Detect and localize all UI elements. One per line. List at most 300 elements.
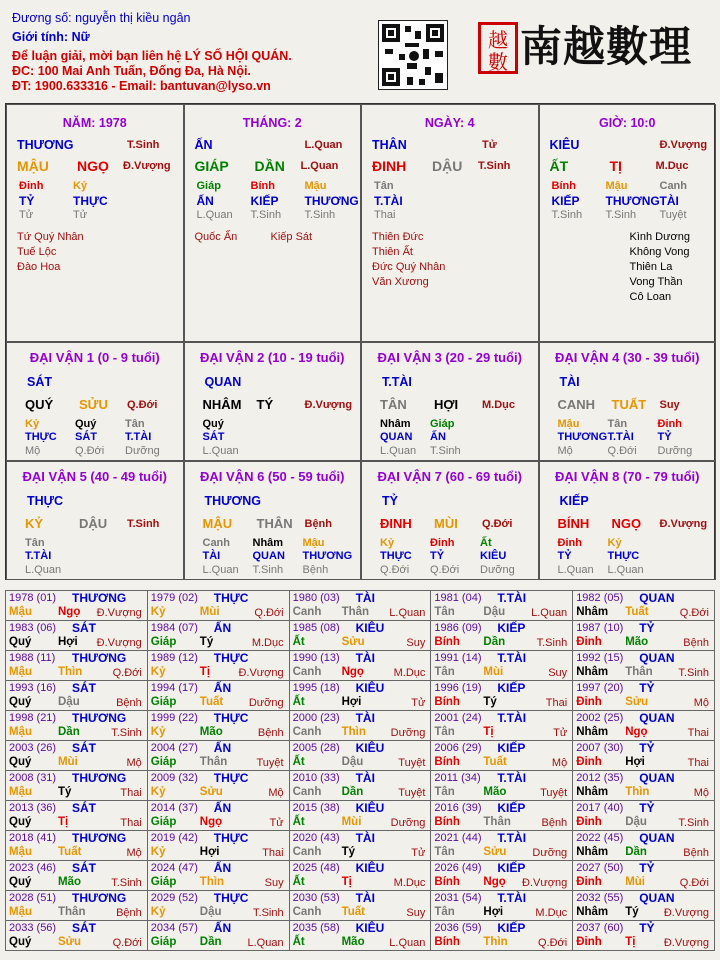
year-stem: Tân	[434, 606, 455, 618]
year-label: 1995 (18)	[292, 682, 340, 694]
year-cell	[147, 891, 289, 921]
hidden-stage: Q.Đới	[380, 564, 410, 576]
year-branch: Tuất	[199, 696, 224, 708]
year-branch: Tị	[199, 666, 211, 678]
hidden-ten-god: TỶ	[657, 431, 672, 443]
star-label: Kình Dương	[629, 231, 690, 243]
year-cell	[289, 891, 431, 921]
luck-stage: Q.Đới	[482, 518, 513, 530]
hidden-ten-god: SÁT	[75, 431, 97, 443]
year-branch: Dậu	[58, 696, 80, 708]
luck-stem: MẬU	[202, 516, 233, 531]
year-ten-god: TÀI	[355, 891, 375, 905]
hidden-ten-god: TÀI	[659, 194, 679, 208]
year-label: 2007 (30)	[576, 742, 624, 754]
year-stage: Tử	[411, 697, 426, 709]
year-stem: Quý	[9, 696, 32, 708]
year-branch: Dần	[625, 846, 647, 858]
year-branch: Mão	[341, 936, 365, 948]
hidden-stage: Dưỡng	[480, 564, 515, 576]
year-stem: Giáp	[150, 876, 177, 888]
hidden-ten-god: THỰC	[73, 194, 108, 208]
hidden-stem: Canh	[659, 180, 687, 192]
year-cell	[431, 921, 573, 951]
year-cell	[289, 681, 431, 711]
year-ten-god: ẤN	[213, 681, 232, 695]
star-label: Cô Loan	[629, 291, 672, 303]
year-cell	[289, 771, 431, 801]
table-row	[6, 711, 715, 741]
year-label: 1997 (20)	[576, 682, 624, 694]
year-branch: Tuất	[625, 606, 649, 618]
hidden-stage: Bệnh	[302, 564, 329, 576]
year-cell	[431, 591, 573, 621]
year-label: 2011 (34)	[434, 772, 481, 784]
year-cell	[573, 651, 715, 681]
hidden-ten-god: SÁT	[202, 431, 225, 443]
year-branch: Thìn	[341, 726, 366, 738]
year-label: 1994 (17)	[150, 682, 198, 694]
year-label: 2012 (35)	[576, 772, 624, 784]
pillar-branch: TỊ	[609, 158, 622, 174]
year-cell	[289, 621, 431, 651]
year-branch: Ngọ	[625, 726, 648, 738]
year-ten-god: KIÊU	[355, 861, 385, 875]
year-ten-god: TÀI	[355, 711, 375, 725]
hidden-stage: T.Sinh	[551, 209, 583, 221]
year-stem: Bính	[434, 636, 460, 648]
hidden-stage: Mộ	[25, 445, 41, 457]
year-stage: Tuyệt	[398, 787, 426, 799]
year-stage: T.Sinh	[253, 907, 284, 919]
pillar-stage: T.Sinh	[127, 139, 160, 151]
year-label: 2023 (46)	[9, 862, 57, 874]
table-row	[6, 741, 715, 771]
star-label: Tuế Lộc	[17, 246, 57, 258]
star-label: Thiên Đức	[372, 231, 424, 243]
year-branch: Tị	[341, 876, 352, 888]
year-ten-god: THƯƠNG	[72, 831, 127, 845]
year-branch: Tuất	[483, 756, 507, 768]
year-stem: Tân	[434, 846, 455, 858]
year-cell	[6, 591, 148, 621]
year-cell	[147, 771, 289, 801]
year-ten-god: TỶ	[639, 921, 655, 935]
year-stem: Quý	[9, 756, 32, 768]
year-cell	[6, 741, 148, 771]
pillar-stem: ẤT	[549, 158, 569, 174]
year-ten-god: SÁT	[72, 801, 96, 815]
year-stem: Đinh	[576, 816, 602, 828]
hidden-ten-god: TỶ	[19, 194, 35, 208]
year-ten-god: ẤN	[213, 741, 232, 755]
hidden-stem: Kỷ	[25, 418, 40, 430]
year-branch: Hợi	[483, 906, 504, 918]
year-stage: L.Quan	[531, 607, 568, 619]
year-stage: Dưỡng	[390, 817, 426, 829]
year-stem: Tân	[434, 666, 455, 678]
hidden-stem: Tân	[25, 537, 45, 549]
year-branch: Tuất	[341, 906, 366, 918]
hidden-stem: Đinh	[657, 418, 682, 430]
year-stem: Quý	[9, 816, 32, 828]
luck-stage: T.Sinh	[127, 518, 160, 530]
year-stem: Ất	[292, 756, 305, 768]
year-ten-god: TỶ	[639, 681, 655, 695]
year-label: 2015 (38)	[292, 802, 340, 814]
luck-ten-god: THỰC	[27, 494, 64, 508]
year-branch: Dần	[483, 636, 506, 648]
year-ten-god: KIẾP	[497, 681, 526, 695]
hidden-stage: L.Quan	[607, 564, 644, 576]
year-stem: Canh	[292, 726, 322, 738]
year-label: 1983 (06)	[9, 622, 57, 634]
year-ten-god: SÁT	[72, 861, 96, 875]
luck-ten-god: THƯƠNG	[204, 494, 261, 508]
luck-branch: HỢI	[434, 397, 459, 412]
luck-stem: BÍNH	[557, 516, 590, 531]
year-branch: Tý	[58, 786, 72, 798]
year-stem: Kỷ	[150, 606, 166, 618]
table-row	[6, 621, 715, 651]
star-label: Đào Hoa	[17, 261, 61, 273]
luck-pillar-cell	[6, 461, 184, 580]
luck-stage: Suy	[659, 399, 680, 411]
luck-title: ĐẠI VẬN 4 (30 - 39 tuổi)	[555, 350, 700, 365]
year-ten-god: TÀI	[355, 831, 375, 845]
year-stem: Ất	[292, 696, 305, 708]
hidden-ten-god: TÀI	[202, 550, 221, 562]
year-label: 2027 (50)	[576, 862, 624, 874]
hidden-stem: Kỷ	[607, 537, 622, 549]
year-label: 2021 (44)	[434, 832, 482, 844]
year-stage: Đ.Vượng	[96, 637, 142, 649]
pillar-stage: L.Quan	[304, 139, 343, 151]
chart-grid	[5, 103, 715, 580]
year-label: 1998 (21)	[9, 712, 57, 724]
year-branch: Tị	[625, 936, 636, 948]
year-cell	[6, 921, 148, 951]
year-label: 1984 (07)	[150, 622, 198, 634]
year-ten-god: KIÊU	[355, 621, 385, 635]
year-branch: Tị	[483, 726, 494, 738]
hidden-stem: Nhâm	[380, 418, 411, 430]
hidden-stage: Tử	[73, 209, 88, 221]
pillar-branch-stage: Đ.Vượng	[123, 160, 171, 172]
year-branch: Mùi	[483, 666, 504, 678]
year-cell	[431, 651, 573, 681]
year-label: 2008 (31)	[9, 772, 57, 784]
year-stage: Q.Đới	[254, 607, 284, 619]
pillar-cell	[539, 104, 717, 342]
year-cell	[573, 741, 715, 771]
year-stage: Thai	[545, 697, 568, 709]
year-label: 1981 (04)	[434, 592, 482, 604]
star-label: Tứ Quý Nhân	[17, 231, 84, 243]
year-ten-god: ẤN	[213, 801, 232, 815]
year-stem: Canh	[292, 786, 322, 798]
hidden-stage: L.Quan	[202, 564, 239, 576]
year-ten-god: ẤN	[213, 861, 232, 875]
year-label: 2034 (57)	[150, 922, 198, 934]
hidden-stem: Đinh	[430, 537, 455, 549]
year-label: 1993 (16)	[9, 682, 57, 694]
year-label: 2033 (56)	[9, 922, 57, 934]
hidden-ten-god: KIẾP	[551, 194, 580, 208]
year-stem: Mậu	[9, 726, 32, 738]
year-branch: Mão	[58, 876, 81, 888]
table-row	[6, 921, 715, 951]
year-branch: Sửu	[625, 696, 649, 708]
year-branch: Dần	[199, 936, 222, 948]
year-cell	[6, 861, 148, 891]
luck-title: ĐẠI VẬN 6 (50 - 59 tuổi)	[200, 469, 345, 484]
year-label: 2029 (52)	[150, 892, 198, 904]
year-cell	[147, 621, 289, 651]
luck-branch: THÂN	[256, 516, 293, 531]
year-stem: Nhâm	[576, 666, 609, 678]
year-stem: Mậu	[9, 846, 32, 858]
year-stage: Đ.Vượng	[663, 937, 709, 949]
luck-stem: KỶ	[25, 516, 44, 531]
star-label: Vong Thần	[629, 276, 683, 288]
year-branch: Mão	[199, 726, 223, 738]
year-ten-god: ẤN	[213, 921, 232, 935]
year-ten-god: T.TÀI	[497, 651, 527, 665]
year-stage: Dưỡng	[532, 847, 568, 859]
year-branch: Thìn	[625, 786, 650, 798]
qr-code-icon	[378, 20, 448, 90]
year-branch: Sửu	[483, 846, 507, 858]
year-stage: M.Dục	[393, 667, 426, 679]
year-branch: Tị	[58, 816, 69, 828]
hidden-stage: L.Quan	[380, 445, 417, 457]
pillar-title: GIỜ: 10:0	[598, 116, 656, 130]
luck-stem: TÂN	[380, 397, 407, 412]
luck-title: ĐẠI VẬN 7 (60 - 69 tuổi)	[377, 469, 522, 484]
year-label: 2030 (53)	[292, 892, 340, 904]
year-cell	[431, 621, 573, 651]
year-ten-god: QUAN	[639, 771, 675, 785]
year-ten-god: QUAN	[639, 711, 675, 725]
year-stage: Tuyệt	[540, 787, 568, 799]
pillar-title: THÁNG: 2	[242, 116, 302, 130]
year-cell	[431, 741, 573, 771]
year-ten-god: T.TÀI	[497, 891, 527, 905]
year-stem: Mậu	[9, 906, 32, 918]
year-ten-god: T.TÀI	[497, 591, 527, 605]
luck-pillar-cell	[361, 461, 539, 580]
year-ten-god: T.TÀI	[497, 711, 527, 725]
year-ten-god: QUAN	[639, 891, 675, 905]
year-branch: Hợi	[199, 846, 220, 858]
hidden-stage: T.Sinh	[430, 445, 461, 457]
table-row	[6, 681, 715, 711]
year-ten-god: THỰC	[213, 771, 249, 785]
year-label: 2004 (27)	[150, 742, 198, 754]
pillar-stem: MẬU	[17, 158, 49, 174]
hidden-stem: Tân	[125, 418, 145, 430]
hidden-stem: Ất	[480, 537, 492, 549]
year-stage: Tử	[269, 817, 284, 829]
year-branch: Sửu	[341, 636, 365, 648]
table-row	[6, 831, 715, 861]
year-branch: Sửu	[199, 786, 223, 798]
year-stage: Đ.Vượng	[96, 607, 142, 619]
luck-branch: SỬU	[79, 397, 108, 412]
year-ten-god: KIÊU	[355, 741, 385, 755]
year-branch: Dần	[341, 786, 364, 798]
year-ten-god: THỰC	[213, 651, 249, 665]
hidden-stage: L.Quan	[196, 209, 233, 221]
year-ten-god: SÁT	[72, 621, 96, 635]
year-stem: Bính	[434, 756, 460, 768]
year-ten-god: KIẾP	[497, 801, 526, 815]
year-cell	[431, 711, 573, 741]
year-stage: T.Sinh	[536, 637, 568, 649]
hidden-stage: T.Sinh	[250, 209, 282, 221]
year-branch: Dậu	[625, 816, 647, 828]
year-stem: Bính	[434, 876, 460, 888]
luck-branch: NGỌ	[611, 516, 642, 531]
luck-ten-god: KIẾP	[559, 494, 589, 508]
hidden-ten-god: THƯƠNG	[557, 431, 608, 443]
year-branch: Ngọ	[199, 816, 223, 828]
hidden-stem: Đinh	[19, 180, 44, 192]
year-cell	[147, 711, 289, 741]
year-label: 2002 (25)	[576, 712, 624, 724]
hidden-ten-god: TỶ	[430, 550, 445, 562]
year-branch: Mão	[483, 786, 507, 798]
hidden-stage: L.Quan	[25, 564, 62, 576]
year-ten-god: THỰC	[213, 831, 249, 845]
year-stage: Bệnh	[257, 727, 284, 739]
year-ten-god: ẤN	[213, 621, 232, 635]
pillar-ten-god: ẤN	[194, 138, 213, 152]
year-cell	[573, 681, 715, 711]
year-ten-god: SÁT	[72, 921, 96, 935]
year-stage: Đ.Vượng	[663, 907, 709, 919]
year-stage: Mộ	[268, 787, 284, 799]
pillar-stage: Tử	[482, 139, 497, 151]
luck-pillar-cell	[184, 461, 362, 580]
year-cell	[147, 741, 289, 771]
hidden-ten-god: KIÊU	[480, 550, 507, 562]
year-stem: Tân	[434, 726, 455, 738]
pillar-branch: DẬU	[432, 158, 463, 174]
year-stem: Bính	[434, 696, 460, 708]
year-label: 2001 (24)	[434, 712, 482, 724]
star-label: Kiếp Sát	[270, 231, 313, 243]
luck-title: ĐẠI VẬN 8 (70 - 79 tuổi)	[555, 469, 700, 484]
year-stage: Tuyệt	[398, 757, 426, 769]
luck-title: ĐẠI VẬN 1 (0 - 9 tuổi)	[29, 350, 160, 365]
annual-table	[5, 590, 715, 951]
hidden-stem: Canh	[202, 537, 230, 549]
year-label: 2037 (60)	[576, 922, 624, 934]
pillar-cell	[184, 104, 362, 342]
year-stem: Giáp	[150, 756, 177, 768]
year-cell	[573, 921, 715, 951]
hidden-ten-god: ẤN	[196, 194, 214, 208]
pillar-ten-god: THÂN	[372, 138, 407, 152]
hidden-stem: Mậu	[304, 180, 327, 192]
year-stem: Đinh	[576, 636, 602, 648]
year-branch: Thân	[58, 906, 86, 918]
phone-email: ĐT: 1900.633316 - Email: bantuvan@lyso.vn	[12, 79, 271, 93]
year-cell	[431, 801, 573, 831]
year-label: 1992 (15)	[576, 652, 624, 664]
year-branch: Tý	[341, 846, 356, 858]
logo-text: 南越數理	[520, 22, 693, 71]
year-stage: Q.Đới	[537, 937, 568, 949]
hidden-ten-god: THƯƠNG	[605, 194, 660, 208]
year-branch: Dần	[58, 726, 80, 738]
year-stem: Ất	[292, 876, 305, 888]
year-stage: Bệnh	[541, 817, 568, 829]
year-cell	[573, 591, 715, 621]
year-ten-god: KIÊU	[355, 801, 385, 815]
year-stem: Quý	[9, 636, 32, 648]
year-stage: L.Quan	[247, 937, 284, 949]
year-label: 2035 (58)	[292, 922, 340, 934]
hidden-ten-god: KIẾP	[250, 194, 279, 208]
year-cell	[147, 591, 289, 621]
pillar-cell	[361, 104, 539, 342]
hidden-ten-god: T.TÀI	[607, 431, 634, 443]
year-stem: Mậu	[9, 606, 32, 618]
hidden-stage: Q.Đới	[607, 445, 637, 457]
year-ten-god: THƯƠNG	[72, 771, 127, 785]
year-ten-god: KIẾP	[497, 921, 526, 935]
pillar-branch-stage: L.Quan	[300, 160, 339, 172]
year-cell	[573, 771, 715, 801]
hidden-stem: Quý	[202, 418, 224, 430]
year-stage: T.Sinh	[678, 817, 709, 829]
hidden-stage: Dưỡng	[657, 445, 693, 457]
table-row	[6, 861, 715, 891]
year-stage: Bệnh	[116, 907, 142, 919]
luck-pillar-cell	[539, 342, 717, 461]
pillar-stem: GIÁP	[194, 158, 229, 174]
table-row	[6, 771, 715, 801]
year-label: 2016 (39)	[434, 802, 482, 814]
year-cell	[147, 921, 289, 951]
luck-stage: M.Dục	[482, 399, 515, 411]
year-stage: M.Dục	[535, 907, 568, 919]
hidden-stem: Quý	[75, 418, 97, 430]
year-cell	[147, 831, 289, 861]
year-branch: Mão	[625, 636, 649, 648]
year-stage: L.Quan	[389, 937, 426, 949]
pillar-title: NGÀY: 4	[424, 116, 475, 130]
pillar-branch-stage: M.Dục	[655, 160, 689, 172]
year-stage: Tử	[411, 847, 426, 859]
year-cell	[573, 831, 715, 861]
year-ten-god: TỶ	[639, 621, 655, 635]
year-branch: Tý	[199, 636, 214, 648]
year-stage: Q.Đới	[679, 607, 709, 619]
logo-seal: 越數	[478, 22, 518, 74]
luck-ten-god: SÁT	[27, 375, 52, 389]
pillar-stage: Đ.Vượng	[659, 139, 708, 151]
luck-stage: Đ.Vượng	[304, 399, 353, 411]
year-stem: Bính	[434, 936, 460, 948]
hidden-stem: Tân	[374, 180, 394, 192]
year-ten-god: KIẾP	[497, 741, 526, 755]
year-ten-god: TỶ	[639, 861, 655, 875]
year-stage: M.Dục	[251, 637, 284, 649]
